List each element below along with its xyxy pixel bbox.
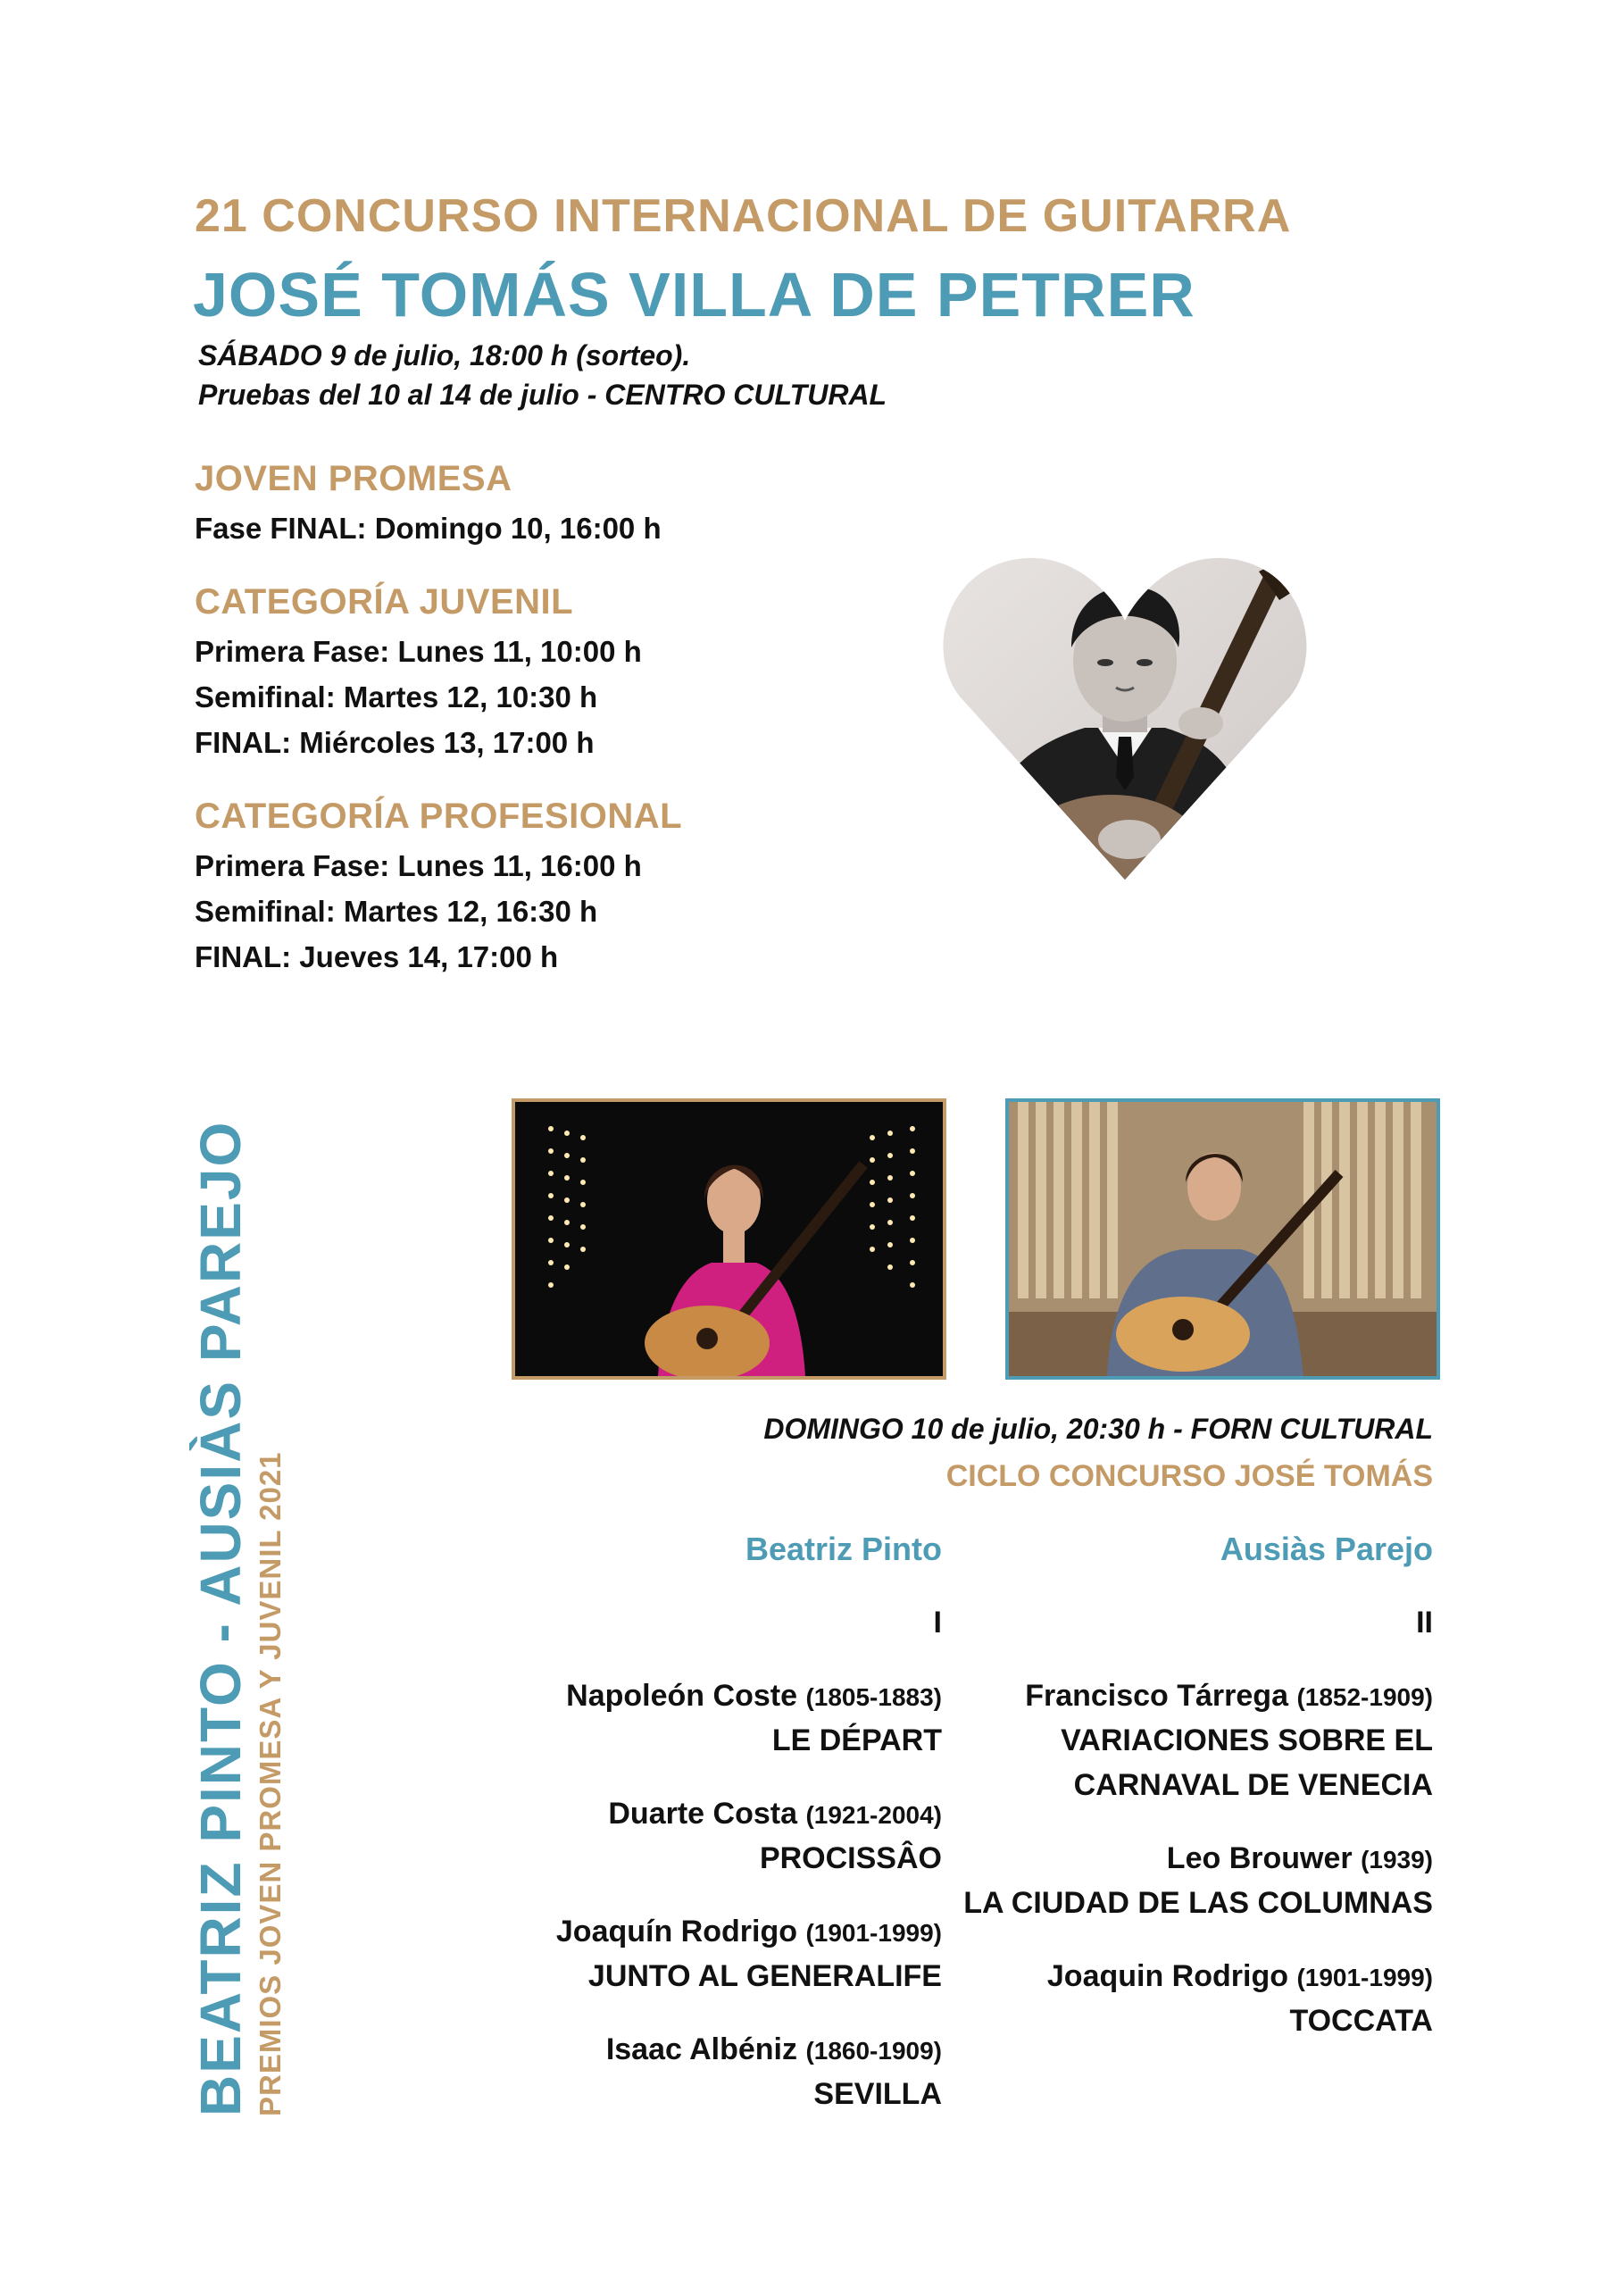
piece-composer: Napoleón Coste (1805-1883) <box>566 1679 942 1713</box>
heart-portrait-photo <box>942 545 1308 884</box>
contest-title: 21 CONCURSO INTERNACIONAL DE GUITARRA <box>195 190 1292 242</box>
category-title-profesional: CATEGORÍA PROFESIONAL <box>195 797 683 836</box>
ausias-parejo-photo <box>1005 1098 1440 1380</box>
piece-composer: Duarte Costa (1921-2004) <box>608 1797 942 1831</box>
performers-vertical-title: BEATRIZ PINTO - AUSIÀS PAREJO <box>188 1120 253 2116</box>
category-line: Primera Fase: Lunes 11, 10:00 h <box>195 635 642 668</box>
piece-title: PROCISSÂO <box>759 1841 942 1875</box>
category-line: Primera Fase: Lunes 11, 16:00 h <box>195 849 642 882</box>
program-part-left: I <box>933 1606 942 1640</box>
piece-title: VARIACIONES SOBRE EL <box>1061 1723 1433 1757</box>
contest-name: JOSÉ TOMÁS VILLA DE PETRER <box>193 260 1195 330</box>
category-line: Semifinal: Martes 12, 10:30 h <box>195 680 598 713</box>
category-line: Semifinal: Martes 12, 16:30 h <box>195 895 598 928</box>
piece-title: JUNTO AL GENERALIFE <box>587 1959 942 1993</box>
piece-title: SEVILLA <box>813 2077 942 2111</box>
piece-composer: Isaac Albéniz (1860-1909) <box>605 2032 942 2066</box>
piece-title: TOCCATA <box>1289 2004 1433 2038</box>
category-line: FINAL: Jueves 14, 17:00 h <box>195 940 559 973</box>
beatriz-pinto-photo <box>512 1098 946 1380</box>
piece-title: LA CIUDAD DE LAS COLUMNAS <box>963 1886 1433 1920</box>
category-title-juvenil: CATEGORÍA JUVENIL <box>195 582 574 622</box>
program-part-right: II <box>1416 1606 1433 1640</box>
piece-title: LE DÉPART <box>771 1723 942 1757</box>
category-line: FINAL: Miércoles 13, 17:00 h <box>195 726 595 759</box>
category-title-joven: JOVEN PROMESA <box>195 459 512 498</box>
piece-composer: Leo Brouwer (1939) <box>1166 1841 1433 1875</box>
concert-cycle: CICLO CONCURSO JOSÉ TOMÁS <box>945 1459 1433 1493</box>
concert-date: DOMINGO 10 de julio, 20:30 h - FORN CULTURAL <box>763 1413 1433 1445</box>
trials-info: Pruebas del 10 al 14 de julio - CENTRO CULTURAL <box>198 379 887 411</box>
piece-composer: Francisco Tárrega (1852-1909) <box>1025 1679 1433 1713</box>
performer-name-right: Ausiàs Parejo <box>1220 1531 1433 1567</box>
draw-date: SÁBADO 9 de julio, 18:00 h (sorteo). <box>198 339 691 371</box>
category-line: Fase FINAL: Domingo 10, 16:00 h <box>195 512 662 545</box>
performer-name-left: Beatriz Pinto <box>745 1531 942 1567</box>
piece-composer: Joaquin Rodrigo (1901-1999) <box>1046 1959 1433 1993</box>
piece-composer: Joaquín Rodrigo (1901-1999) <box>555 1915 942 1948</box>
awards-vertical-subtitle: PREMIOS JOVEN PROMESA Y JUVENIL 2021 <box>254 1451 287 2116</box>
piece-title: CARNAVAL DE VENECIA <box>1073 1768 1433 1802</box>
